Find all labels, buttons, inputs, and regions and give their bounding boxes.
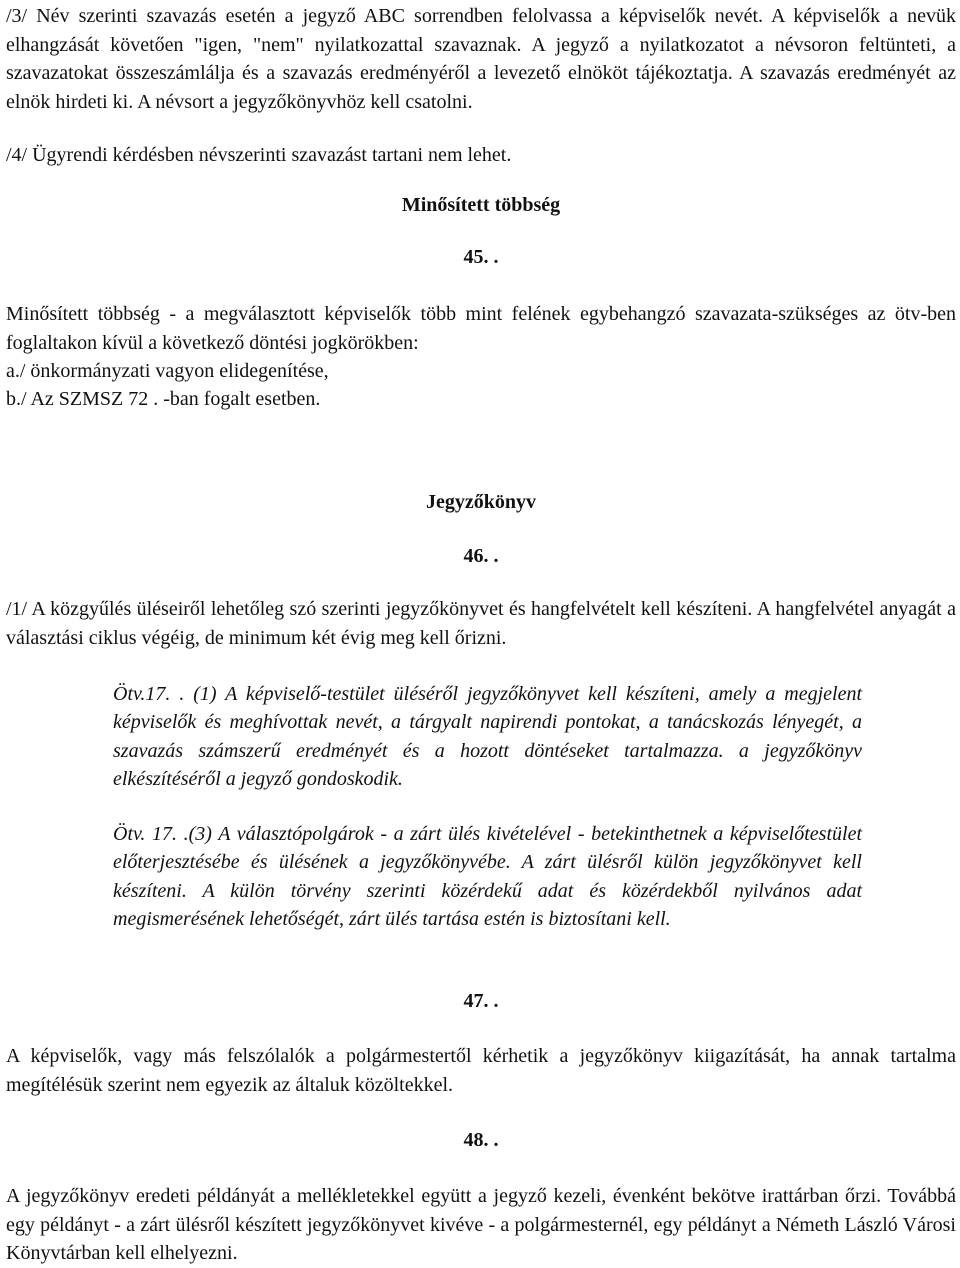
quote-otv-17-1: Ötv.17. . (1) A képviselő-testület üléséről jegyzőkönyvet kell készíteni, amely a megjelent képviselők és meghívottak nevét, a tárgyalt napirendi pontokat, a tanácskozás lényegét, a szavazás számszerű eredményét és a hozott döntéseket tartalmazza. a jegyzőkönyv elkészítéséről a jegyző gondoskodik. bbox=[113, 683, 862, 791]
list-item-b: b./ Az SZMSZ 72 . -ban fogalt esetben. bbox=[6, 388, 321, 410]
section-title-jegyzokonyv: Jegyzőkönyv bbox=[426, 491, 536, 513]
paragraph-minositett: Minősített többség - a megválasztott képviselők több mint felének egybehangzó szavazata-szükséges az ötv-ben foglaltakon kívül a következő döntési jogkörökben: bbox=[6, 303, 956, 354]
paragraph-4: /4/ Ügyrendi kérdésben névszerinti szavazást tartani nem lehet. bbox=[6, 144, 512, 166]
quote-otv-17-3: Ötv. 17. .(3) A választópolgárok - a zárt ülés kivételével - betekinthetnek a képviselőtestület előterjesztésébe és ülésének a jegyzőkönyvébe. A zárt ülésről külön jegyzőkönyvet kell készíteni. A külön törvény szerinti közérdekű adat és közérdekből nyilvános adat megismerésének lehetőségét, zárt ülés tartása estén is biztosítani kell. bbox=[113, 823, 862, 931]
paragraph-48: A jegyzőkönyv eredeti példányát a mellékletekkel együtt a jegyző kezeli, évenként bekötve irattárban őrzi. Továbbá egy példányt - a zárt ülésről készített jegyzőkönyvet kivéve - a polgármesternél, egy példányt a Németh László Városi Könyvtárban kell elhelyezni. bbox=[6, 1185, 956, 1264]
section-number-45: 45. . bbox=[463, 246, 499, 268]
section-number-47: 47. . bbox=[463, 990, 499, 1012]
paragraph-47: A képviselők, vagy más felszólalók a polgármestertől kérhetik a jegyzőkönyv kiigazítását, ha annak tartalma megítélésük szerint nem egyezik az általuk közöltekkel. bbox=[6, 1045, 956, 1096]
list-item-a: a./ önkormányzati vagyon elidegenítése, bbox=[6, 360, 329, 382]
section-number-46: 46. . bbox=[463, 545, 499, 567]
section-number-48: 48. . bbox=[463, 1129, 499, 1151]
paragraph-46-1: /1/ A közgyűlés üléseiről lehetőleg szó szerinti jegyzőkönyvet és hangfelvételt kell készíteni. A hangfelvétel anyagát a választási ciklus végéig, de minimum két évig meg kell őrizni. bbox=[6, 598, 956, 649]
paragraph-3: /3/ Név szerinti szavazás esetén a jegyző ABC sorrendben felolvassa a képviselők nevét. A képviselők a nevük elhangzását követően "igen, "nem" nyilatkozattal szavaznak. A jegyző a nyilatkozatot a névsoron feltünteti, a szavazatokat összeszámlálja és a szavazás eredményéről a levezető elnököt tájékoztatja. A szavazás eredményét az elnök hirdeti ki. A névsort a jegyzőkönyvhöz kell csatolni. bbox=[6, 5, 956, 113]
section-title-minositett-tobbseg: Minősített többség bbox=[401, 194, 561, 216]
